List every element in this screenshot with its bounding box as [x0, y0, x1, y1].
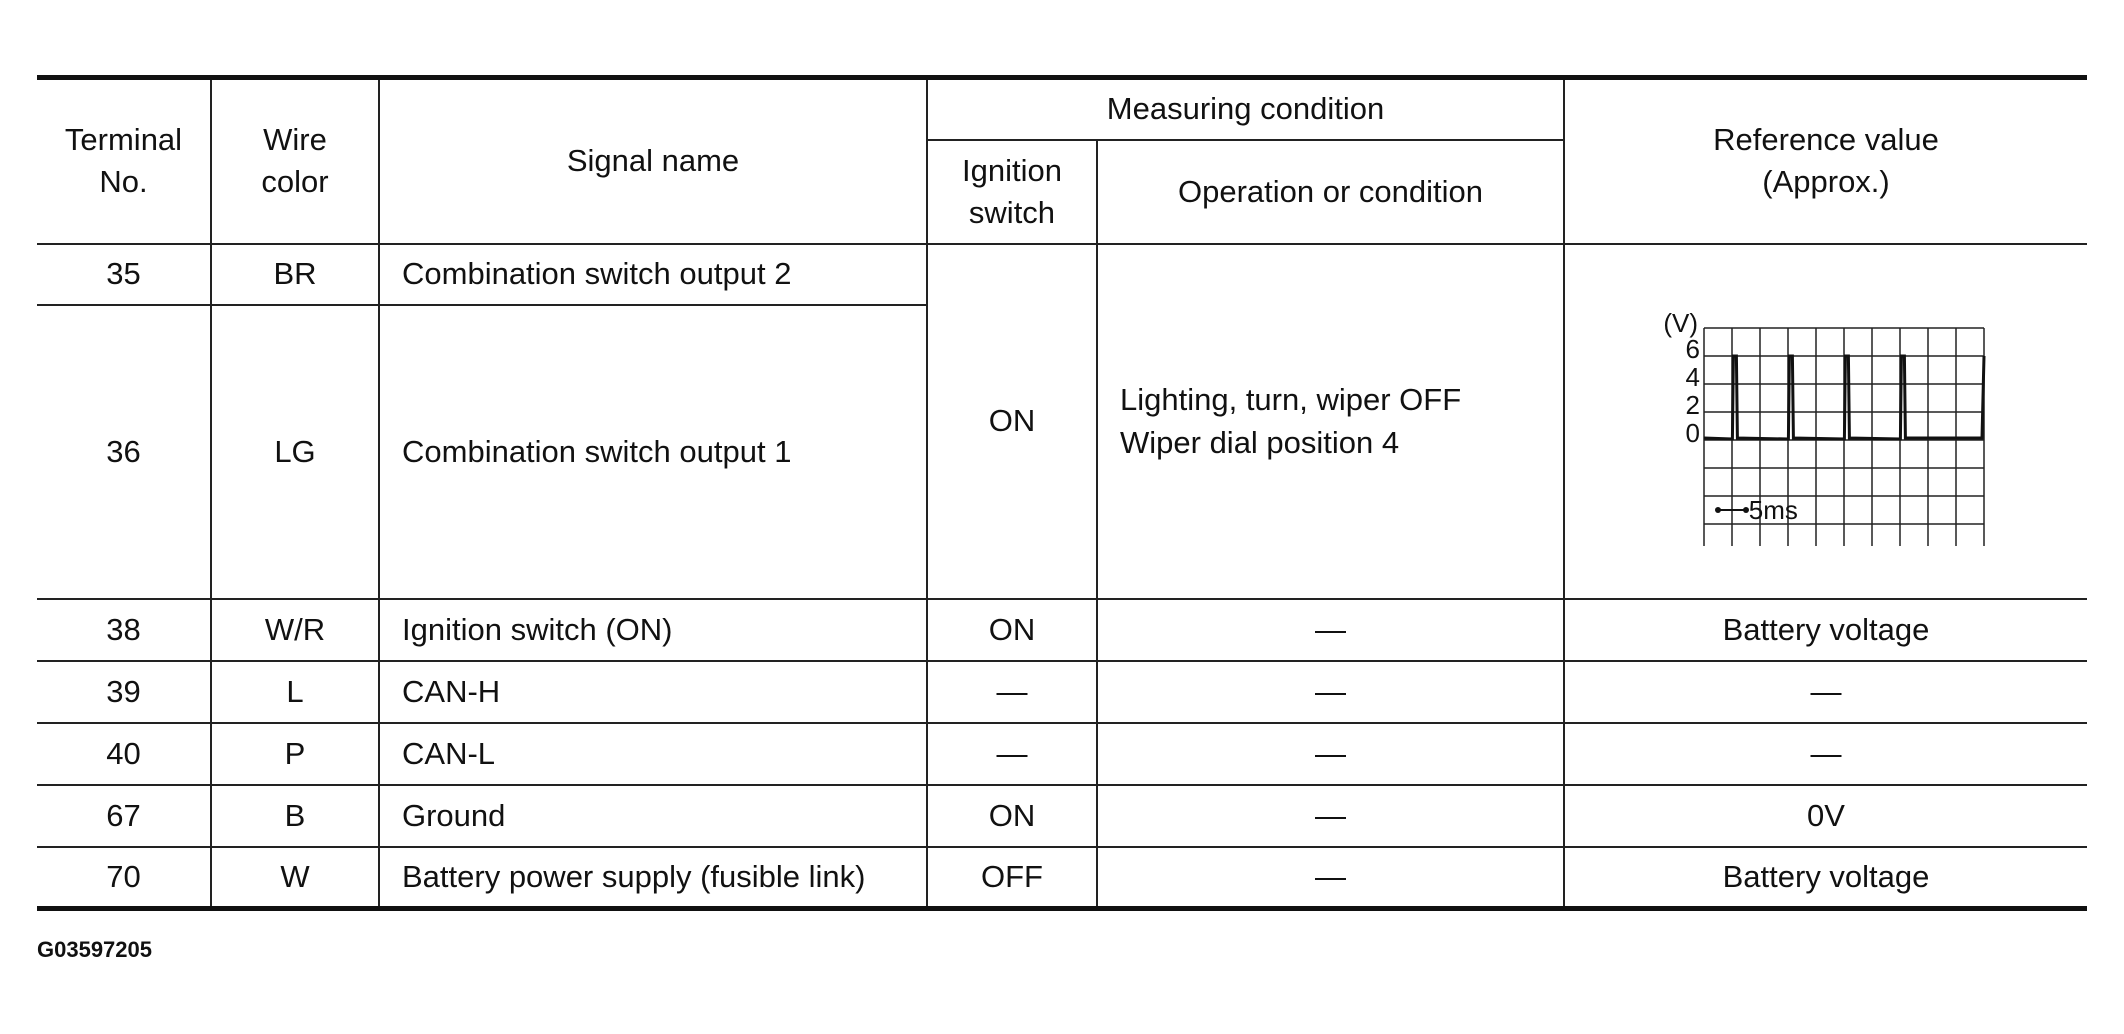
operation-cell: —	[1097, 723, 1564, 785]
signal-name-cell: Battery power supply (fusible link)	[379, 847, 927, 909]
signal-name-cell: Combination switch output 1	[379, 305, 927, 599]
reference-cell: 0V	[1564, 785, 2087, 847]
header-terminal: Terminal No.	[37, 78, 211, 244]
signal-name-cell: Combination switch output 2	[379, 244, 927, 305]
y-tick-label: 4	[1685, 362, 1701, 392]
time-scale-label: 5ms	[1748, 495, 1798, 525]
wire-color-cell: W/R	[211, 599, 379, 661]
table-row	[37, 785, 2087, 847]
waveform-plot	[1646, 296, 2006, 546]
time-scale-tick	[1715, 507, 1721, 513]
table-row	[37, 723, 2087, 785]
header-operation: Operation or condition	[1097, 140, 1564, 244]
ignition-cell: —	[927, 723, 1097, 785]
terminal-cell: 67	[37, 785, 211, 847]
terminal-cell: 40	[37, 723, 211, 785]
header-wire-color: Wire color	[211, 78, 379, 244]
operation-cell: —	[1097, 661, 1564, 723]
table-row	[37, 244, 2087, 305]
header-signal-name: Signal name	[379, 78, 927, 244]
reference-waveform-cell	[1564, 244, 2087, 599]
terminal-cell: 70	[37, 847, 211, 909]
header-measuring-condition: Measuring condition	[927, 78, 1564, 140]
ignition-cell: ON	[927, 244, 1097, 599]
operation-line: Lighting, turn, wiper OFF	[1120, 381, 1462, 417]
wire-color-cell: LG	[211, 305, 379, 599]
ignition-cell: OFF	[927, 847, 1097, 909]
wire-color-cell: BR	[211, 244, 379, 305]
terminal-cell: 38	[37, 599, 211, 661]
ignition-cell: ON	[927, 599, 1097, 661]
figure-code: G03597205	[37, 937, 152, 962]
signal-name-cell: Ground	[379, 785, 927, 847]
operation-line: Wiper dial position 4	[1120, 425, 1400, 460]
ignition-cell: ON	[927, 785, 1097, 847]
reference-cell: —	[1564, 723, 2087, 785]
terminal-cell: 35	[37, 244, 211, 305]
wire-color-cell: P	[211, 723, 379, 785]
header-ignition-switch: Ignition switch	[927, 140, 1097, 244]
terminal-cell: 36	[37, 305, 211, 599]
table-row	[37, 661, 2087, 723]
operation-cell: —	[1097, 599, 1564, 661]
signal-name-cell: CAN-L	[379, 723, 927, 785]
table-row	[37, 847, 2087, 909]
waveform-trace	[1704, 356, 1984, 439]
reference-cell: Battery voltage	[1564, 847, 2087, 909]
ignition-cell: —	[927, 661, 1097, 723]
terminal-table	[37, 75, 2087, 911]
wire-color-cell: W	[211, 847, 379, 909]
header-reference-value: Reference value (Approx.)	[1564, 78, 2087, 244]
y-unit-label: (V)	[1663, 308, 1699, 338]
wire-color-cell: L	[211, 661, 379, 723]
table-row	[37, 599, 2087, 661]
operation-cell: —	[1097, 785, 1564, 847]
y-tick-label: 6	[1685, 334, 1701, 364]
operation-cell: —	[1097, 847, 1564, 909]
y-tick-label: 0	[1685, 418, 1701, 448]
wire-color-cell: B	[211, 785, 379, 847]
signal-name-cell: CAN-H	[379, 661, 927, 723]
reference-cell: Battery voltage	[1564, 599, 2087, 661]
y-tick-label: 2	[1685, 390, 1701, 420]
terminal-cell: 39	[37, 661, 211, 723]
reference-cell: —	[1564, 661, 2087, 723]
operation-cell	[1097, 244, 1564, 599]
signal-name-cell: Ignition switch (ON)	[379, 599, 927, 661]
